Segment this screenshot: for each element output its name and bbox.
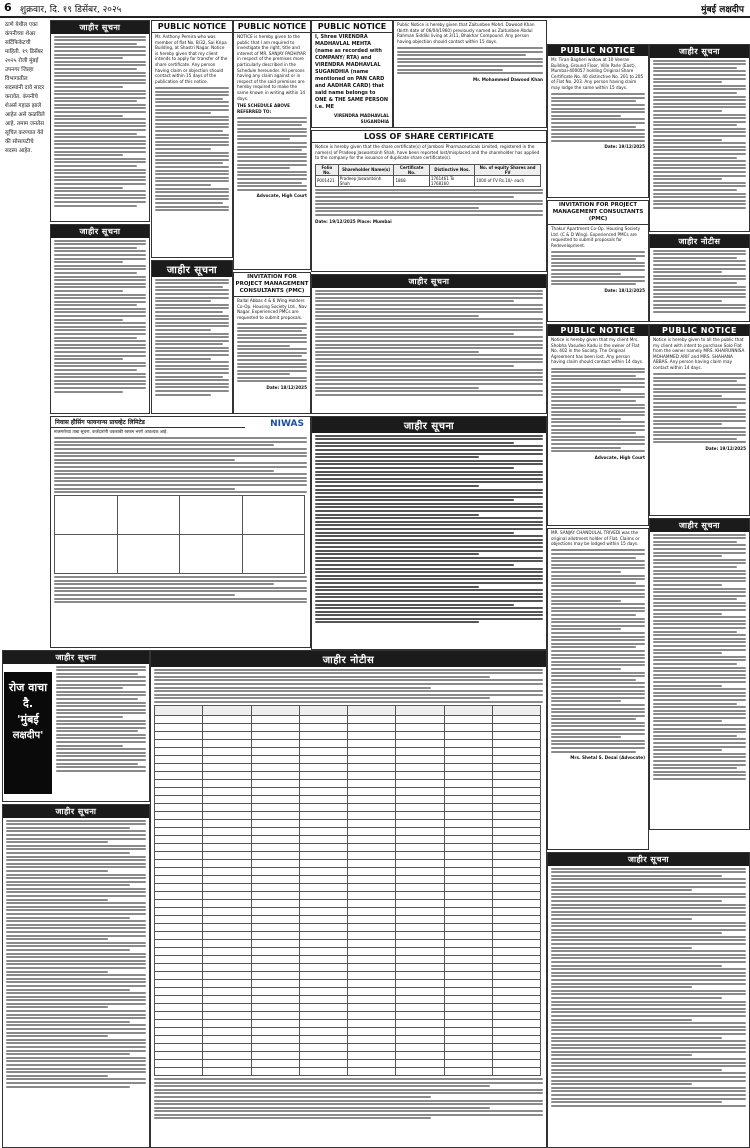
table-cell: 1868 [394, 175, 430, 186]
public-notice-3-body: I, Shree VIRENDRA MADHAVLAL MEHTA (name as recorded with COMPANY/ RTA) and VIRENDRA MADHAVLAL SUGANDHIA (name mentioned on PAN CARD and AADHAR CARD) that said name belongs to ONE & THE SAME PERSON i.e. ME [315, 34, 389, 110]
right-public-notice-2-body: Notice is hereby given to all the public that my client with intent to purchase Solo Flat from the owner namely MRS. KHAIRUNNISA MOHAMMED ARIF and MRS. SHAHANA ABBAS. Any person having claim may contact within 14 days. [653, 337, 745, 370]
right-public-notice-3-body: Notice is hereby given that my client Mrs. Shobha Vasudeo Kadu is the owner of Flat No. 402 in the Society. The Original Agreement has been lost. Any person having claim should contact within 14 days. [551, 337, 644, 365]
invitation-right-title: INVITATION FOR PROJECT MANAGEMENT CONSULTANTS (PMC) [548, 201, 648, 225]
right-public-notice-3 [547, 324, 649, 526]
jahir-suchana-6-title: जाहीर नोटीस [650, 235, 749, 248]
right-public-notice-2 [649, 324, 750, 516]
jahir-suchana-3-title: जाहीर सूचना [152, 261, 232, 277]
jahir-suchana-1-body [51, 36, 149, 207]
jahir-notice-table [154, 705, 541, 1076]
jahir-suchana-2-title: जाहीर सूचना [51, 225, 149, 238]
table-header: Certificate No. [394, 164, 430, 175]
right-public-notice-1-sign: Date: 19/12/2025 [604, 144, 645, 150]
public-notice-4-sign: Mr. Mohammed Dawood Khan [473, 76, 543, 82]
table-header: Folio No. [316, 164, 339, 175]
public-notice-2 [233, 20, 311, 270]
invitation-mid-title: INVITATION FOR PROJECT MANAGEMENT CONSULTANTS (PMC) [234, 273, 310, 297]
public-notice-2-schedule: THE SCHEDULE ABOVE REFERRED TO: [237, 103, 290, 114]
invitation-mid [233, 272, 311, 414]
niwas-body: मालमत्तेच्या ताबा सूचना. कर्जदारांनी थकबाकी रक्कम भरणे आवश्यक आहे. [54, 429, 168, 434]
table-cell: Pradeep Jaswantsinh Shah [338, 175, 394, 186]
right-public-notice-4-sign: Mrs. Shetal S. Desai (Advocate) [570, 755, 645, 761]
public-notice-3 [311, 20, 393, 128]
invitation-right-body: Thakur Apartment Co-Op. Housing Society Ltd. (C & D Wing). Experienced PMCs are requested to submit proposals for Redevelopment. [551, 226, 641, 248]
jahir-suchana-4 [311, 274, 547, 414]
jahir-suchana-8 [649, 518, 750, 830]
table-row [316, 175, 541, 186]
left-column-text: ठाणे येथील एका कंपनीच्या शेअर सर्टिफिकेटची माहिती. १९ डिसेंबर २०२५ रोजी मुंबई उपनगर जिल्हा विभागातील सदस्यांनी दावे सादर करावेत. कंपनीचे शेअर्स गहाळ झाले आहेत असे कळविले आहे. तमाम जनतेस सूचित करण्यात येते की सोसायटीचे सदस्य आहेत. [5, 22, 45, 154]
roj-vachaa-banner [4, 672, 52, 794]
page-number: 6 [4, 1, 12, 14]
public-notice-1 [151, 20, 233, 258]
invitation-mid-body: Ballal Abbas 4 & 6 Wing Holders Co-Op. Housing Society Ltd., Nav Nagar. Experienced PMCs are requested to submit proposals. [237, 298, 307, 320]
niwas-table [54, 495, 305, 574]
table-header-row [316, 164, 541, 175]
jahir-suchana-1 [50, 20, 150, 222]
roj-vachaa-line4: लक्षदीप' [12, 730, 44, 741]
invitation-mid-sign: Date: 18/12/2025 [266, 385, 307, 391]
right-public-notice-4-body: MR. SANJAY CHANDULAL TRIVEDI was the original allotment holder of Flat. Claims or objections may be lodged within 15 days. [551, 530, 640, 547]
jahir-notice-big-title: जाहीर नोटीस [151, 651, 546, 667]
jahir-suchana-1-title: जाहीर सूचना [51, 21, 149, 34]
table-header: Shareholder Name(s) [338, 164, 394, 175]
jahir-suchana-9-title: जाहीर सूचना [548, 853, 749, 866]
public-notice-2-sign: Advocate, High Court [256, 193, 307, 199]
loss-of-share-title: LOSS OF SHARE CERTIFICATE [312, 131, 546, 143]
public-notice-4 [393, 20, 547, 128]
loss-of-share-table [315, 164, 541, 187]
public-notice-1-title: PUBLIC NOTICE [152, 21, 232, 33]
jahir-suchana-2-body [51, 240, 149, 393]
jahir-suchana-6 [649, 234, 750, 322]
table-header: No. of equity Shares and FV [475, 164, 541, 175]
right-public-notice-2-sign: Date: 19/12/2025 [705, 446, 746, 452]
table-cell: 1000 of FV Rs.10/- each [475, 175, 541, 186]
public-notice-1-body: Mr. Anthony Pereira who was member of flat No. B/32, Sai Kripa Building, at Shastri Nagar. Notice is hereby given that my client intends to apply for transfer of the share certificate. Any person having claim or objection should contact within 15 days of the publication of this notice. [155, 34, 228, 84]
public-notice-2-title: PUBLIC NOTICE [234, 21, 310, 33]
right-public-notice-3-title: PUBLIC NOTICE [548, 325, 648, 336]
masthead [0, 0, 750, 18]
loss-of-share-body: Notice is hereby given that the share certificate(s) of Jamboni Pharmaceuticals Limited, registered in the name(s) of Pradeep Jaswantsinh Shah, have been reported lost/misplaced and the shareholder has applied to the company for the issuance of duplicate share certificate(s). [315, 144, 540, 161]
invitation-right-sign: Date: 18/12/2025 [604, 287, 645, 293]
right-public-notice-1 [547, 44, 649, 198]
table-header: Distinctive Nos. [429, 164, 474, 175]
jahir-suchana-3 [151, 260, 233, 414]
jahir-suchana-7 [311, 416, 547, 650]
jahir-suchana-4-title: जाहीर सूचना [312, 275, 546, 288]
niwas-title: निवास हौसिंग फायनान्स प्रायव्हेट लिमिटेड [51, 417, 245, 428]
right-public-notice-2-title: PUBLIC NOTICE [650, 325, 749, 336]
niwas-logo: NIWAS [270, 419, 304, 429]
right-public-notice-1-title: PUBLIC NOTICE [548, 45, 648, 56]
jahir-suchana-5-title: जाहीर सूचना [650, 45, 749, 58]
right-public-notice-1-body: Mr. Tiran Bagheri widow at 10 Veeran Building, Ground Floor, Ville Parle (East), Mumbai-400057 holding Original Share Certificate No. 40 distinctive No. 201 to 205 of Flat No. 203. Any person having claim may lodge the same within 15 days. [551, 57, 644, 90]
table-cell: P001421 [316, 175, 339, 186]
right-public-notice-3-sign: Advocate, High Court [594, 454, 645, 460]
jahir-suchana-10-title: जाहीर सूचना [3, 651, 149, 664]
jahir-suchana-11-title: जाहीर सूचना [3, 805, 149, 818]
public-notice-3-sign: VIRENDRA MADHAVLAL SUGANDHIA [334, 113, 389, 124]
jahir-suchana-9 [547, 852, 750, 1148]
public-notice-4-body: Public Notice is hereby given that Zaitunbee Mohd. Dawood Khan (birth date of 06/04/1960) previously named as Zaitunbee Abdul Rahman Siddiki living at 3/11, Bhakhar Compound. Any person having objection should contact within 15 days. [397, 22, 535, 44]
right-public-notice-4 [547, 528, 649, 850]
public-notice-3-title: PUBLIC NOTICE [312, 21, 392, 33]
table-cell: 1761461 To 1768160 [429, 175, 474, 186]
jahir-suchana-7-title: जाहीर सूचना [312, 417, 546, 433]
loss-of-share-footer: Date: 19/12/2025 Place: Mumbai [315, 218, 392, 224]
jahir-notice-big [150, 650, 547, 1148]
jahir-suchana-11 [2, 804, 150, 1148]
public-notice-2-body: NOTICE is hereby given to the public that I am required to investigate the right, title and interest of MR. SANJAY PADHIYAR in respect of the premises more particularly described in the Schedule hereunder. All persons having any claim against or in respect of the said premises are hereby required to make the same known in writing within 14 days. [237, 34, 306, 101]
niwas-notice [50, 416, 311, 648]
jahir-suchana-2 [50, 224, 150, 414]
roj-vachaa-line2: दै. [22, 697, 34, 710]
left-column-notice [2, 20, 48, 412]
loss-of-share [311, 130, 547, 272]
invitation-right [547, 200, 649, 322]
brand-name: मुंबई लक्षदीप [701, 5, 744, 15]
jahir-suchana-8-title: जाहीर सूचना [650, 519, 749, 532]
roj-vachaa-line1: रोज वाचा [8, 681, 48, 694]
date-line: शुक्रवार, दि. १९ डिसेंबर, २०२५ [20, 5, 122, 15]
jahir-suchana-5 [649, 44, 750, 232]
roj-vachaa-line3: 'मुंबई [17, 713, 39, 726]
